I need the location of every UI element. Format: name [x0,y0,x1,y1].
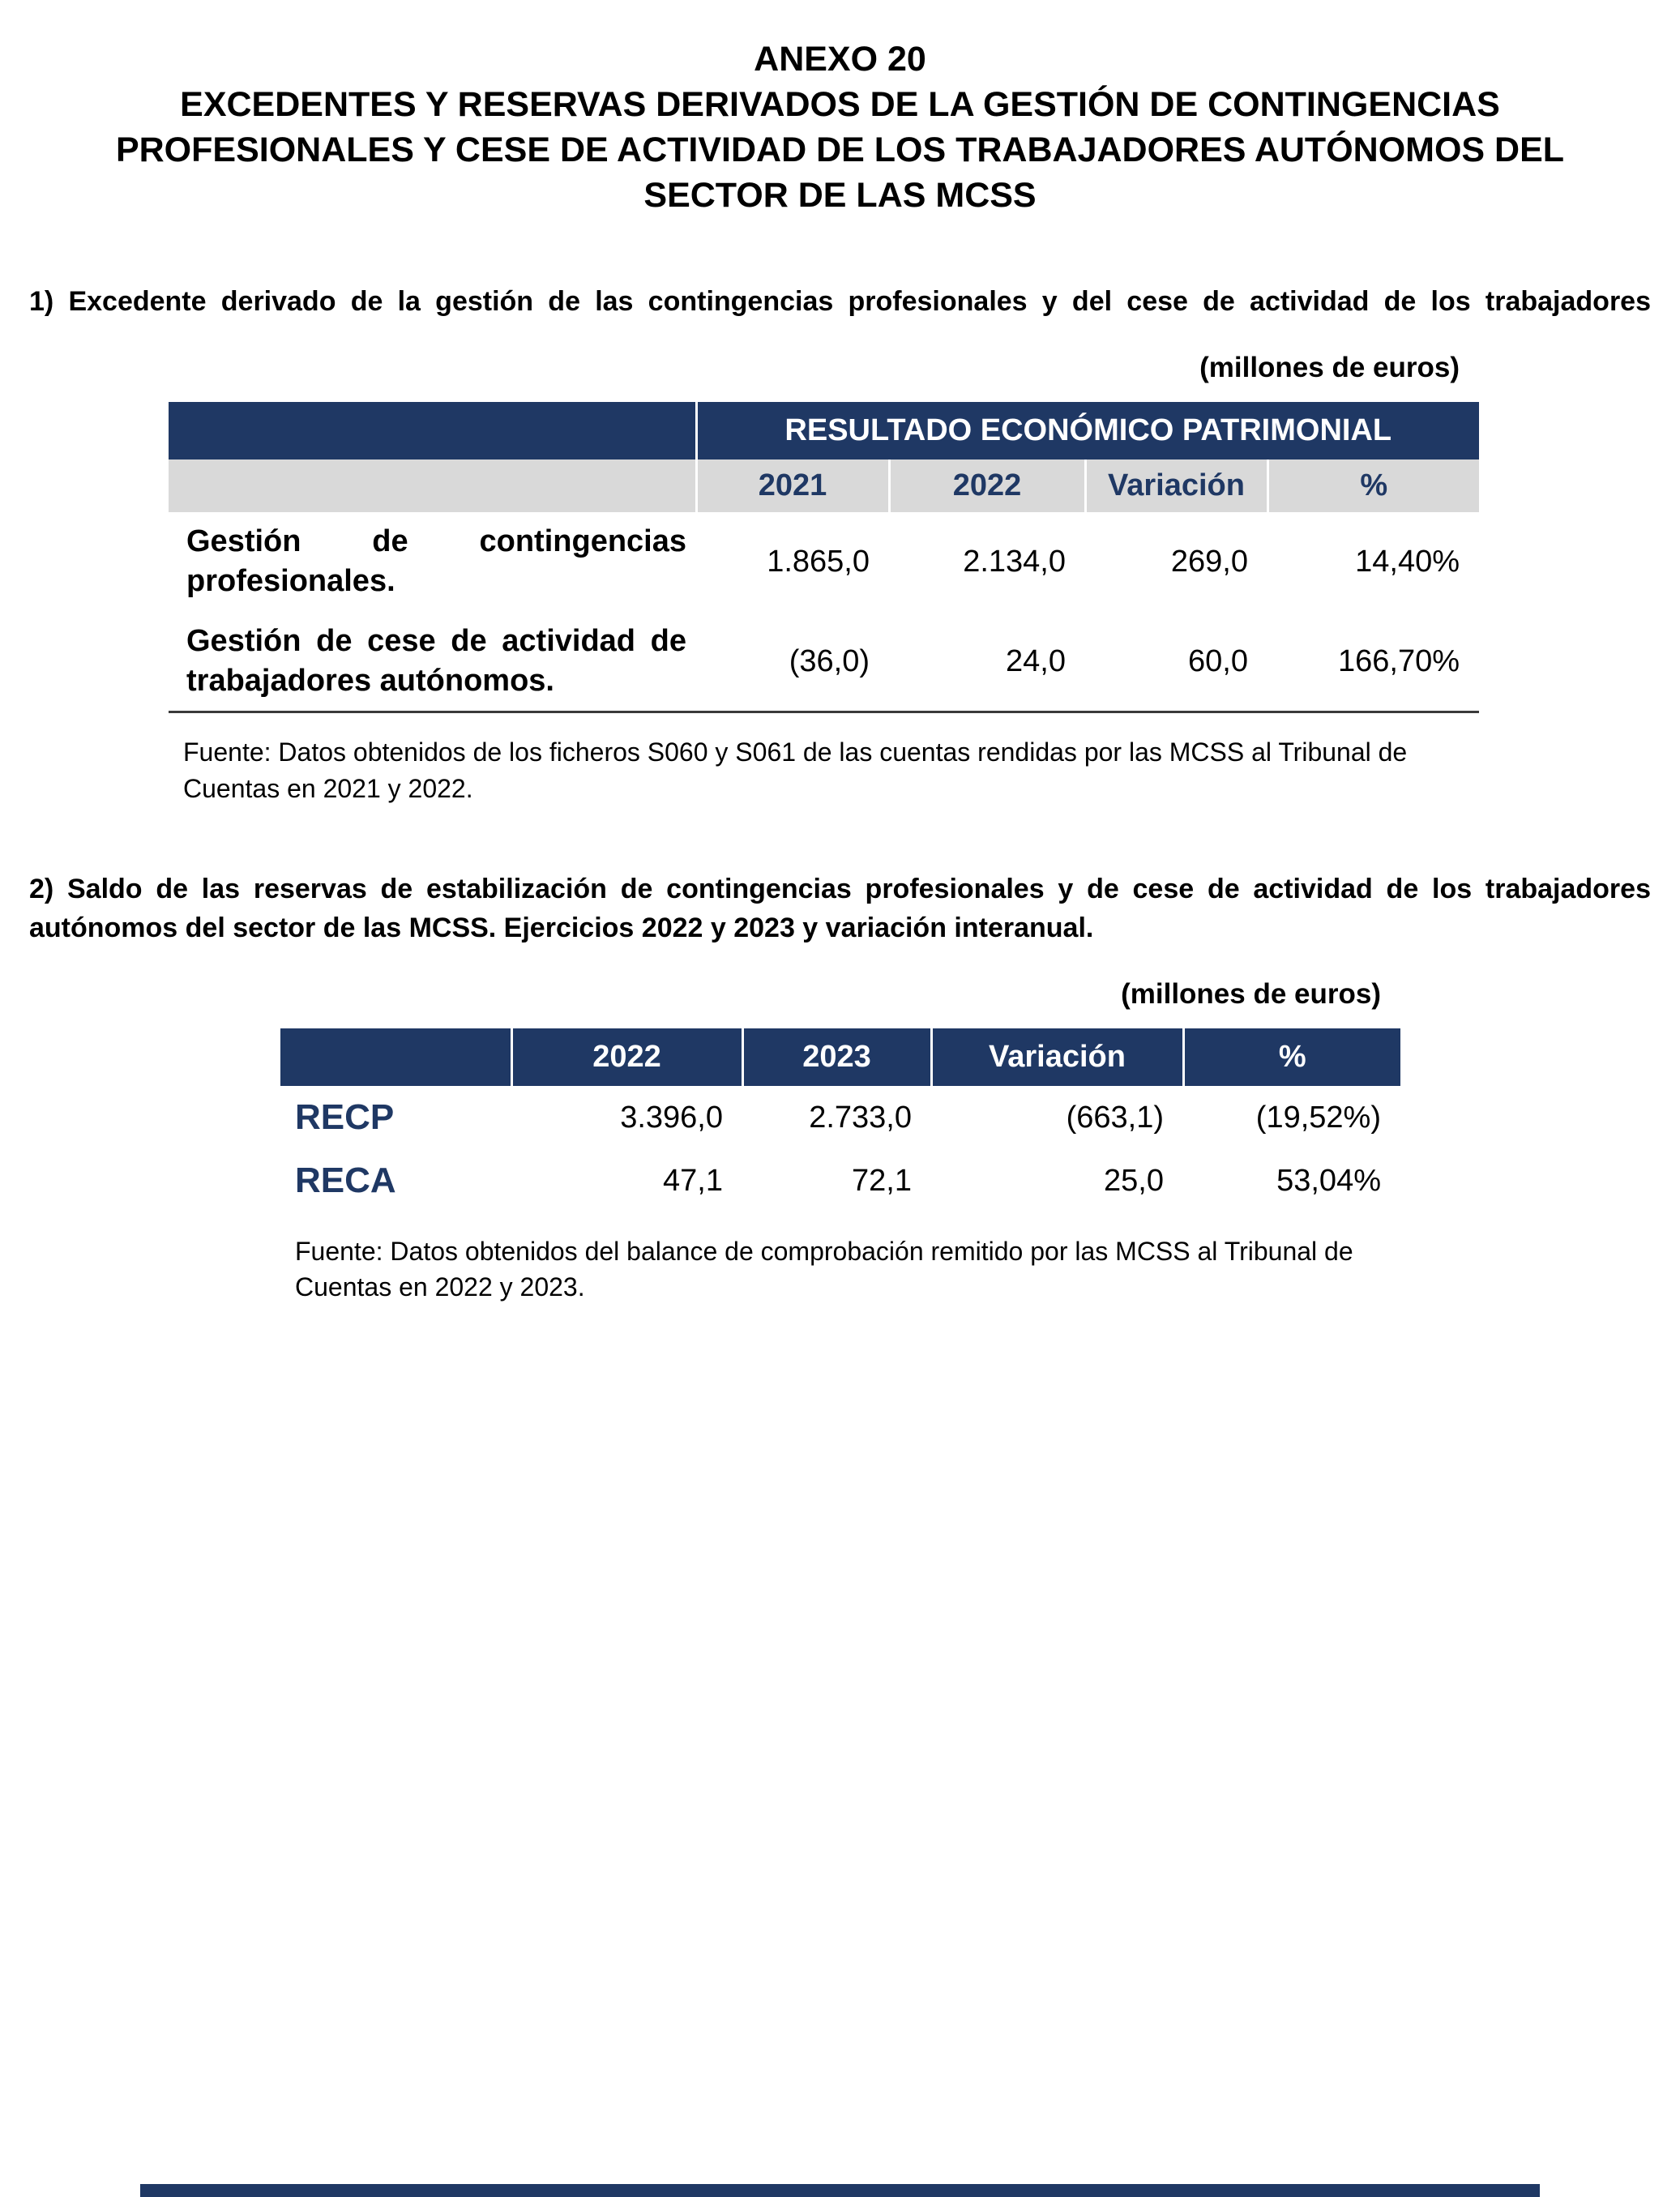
cell-value: (19,52%) [1255,1100,1381,1135]
table1-col-header-2021: 2021 [696,459,889,512]
annex-number: ANEXO 20 [754,40,926,79]
cell-value: 2.134,0 [963,544,1066,579]
cell-value: 166,70% [1338,643,1460,678]
table1-group-header-row [169,402,1479,459]
cell-value: 2.733,0 [809,1100,912,1135]
table-row [169,612,1479,712]
section2-units-label: (millones de euros) [1121,978,1381,1011]
section1-table [169,402,1479,714]
cell-value: 24,0 [1006,643,1066,678]
cell-value: 1.865,0 [767,544,870,579]
table-row [280,1149,1400,1212]
cell-value: 47,1 [663,1163,723,1198]
section1-units-label: (millones de euros) [1199,351,1460,383]
cell-value: 60,0 [1188,643,1248,678]
row-label-reca: RECA [295,1160,396,1201]
table2-column-header-row [280,1028,1400,1086]
table1-group-header: RESULTADO ECONÓMICO PATRIMONIAL [696,402,1479,459]
cell-value: 53,04% [1276,1163,1381,1198]
table2-col-header-pct: % [1183,1028,1400,1086]
section1-source-note: Fuente: Datos obtenidos de los ficheros S060 y S061 de las cuentas rendidas por las MCSS al Tribunal de Cuentas en 2021 y 2022. [183,737,1408,803]
next-page-table-header-strip [140,2184,1540,2197]
cell-value: 14,40% [1355,544,1460,579]
section2-table-area [280,978,1400,1305]
cell-value: 72,1 [852,1163,912,1198]
row-label-recp: RECP [295,1097,395,1138]
table2-col-header-2022: 2022 [511,1028,742,1086]
table2-col-header-variacion: Variación [931,1028,1183,1086]
section1-heading: 1) Excedente derivado de la gestión de las contingencias profesionales y del cese de actividad de los trabajadores [29,285,1651,317]
table2-empty-header-cell [280,1028,511,1086]
cell-value: 269,0 [1170,544,1248,579]
table1-col-header-2022: 2022 [889,459,1085,512]
row-label-contingencias-profesionales: Gestión de contingencias profesionales. [186,524,686,599]
document-title [75,37,1605,219]
section2-heading: 2) Saldo de las reservas de estabilización de contingencias profesionales y de cese de actividad de los trabajadores autónomos del sector de las MCSS. Ejercicios 2022 y 2023 y variación interanual. [29,873,1651,943]
section2-table [280,1028,1400,1212]
cell-value: 3.396,0 [620,1100,723,1135]
row-label-cese-actividad: Gestión de cese de actividad de trabajadores autónomos. [186,623,686,698]
section2-source-note: Fuente: Datos obtenidos del balance de comprobación remitido por las MCSS al Tribunal de Cuentas en 2022 y 2023. [295,1237,1353,1302]
table1-col-header-variacion: Variación [1085,459,1267,512]
table-row [280,1086,1400,1149]
table1-empty-header-cell [169,402,696,459]
cell-value: (36,0) [789,643,870,678]
table1-col-header-pct: % [1267,459,1479,512]
cell-value: 25,0 [1104,1163,1164,1198]
annex-title-text: EXCEDENTES Y RESERVAS DERIVADOS DE LA GESTIÓN DE CONTINGENCIAS PROFESIONALES Y CESE DE ACTIVIDAD DE LOS TRABAJADORES AUTÓNOMOS DEL SECTOR DE LAS MCSS [115,84,1565,215]
cell-value: (663,1) [1066,1100,1164,1135]
table2-col-header-2023: 2023 [742,1028,931,1086]
table1-label-column-header [169,459,696,512]
table1-column-header-row [169,459,1479,512]
table-row [169,512,1479,612]
section1-table-area [169,352,1479,806]
